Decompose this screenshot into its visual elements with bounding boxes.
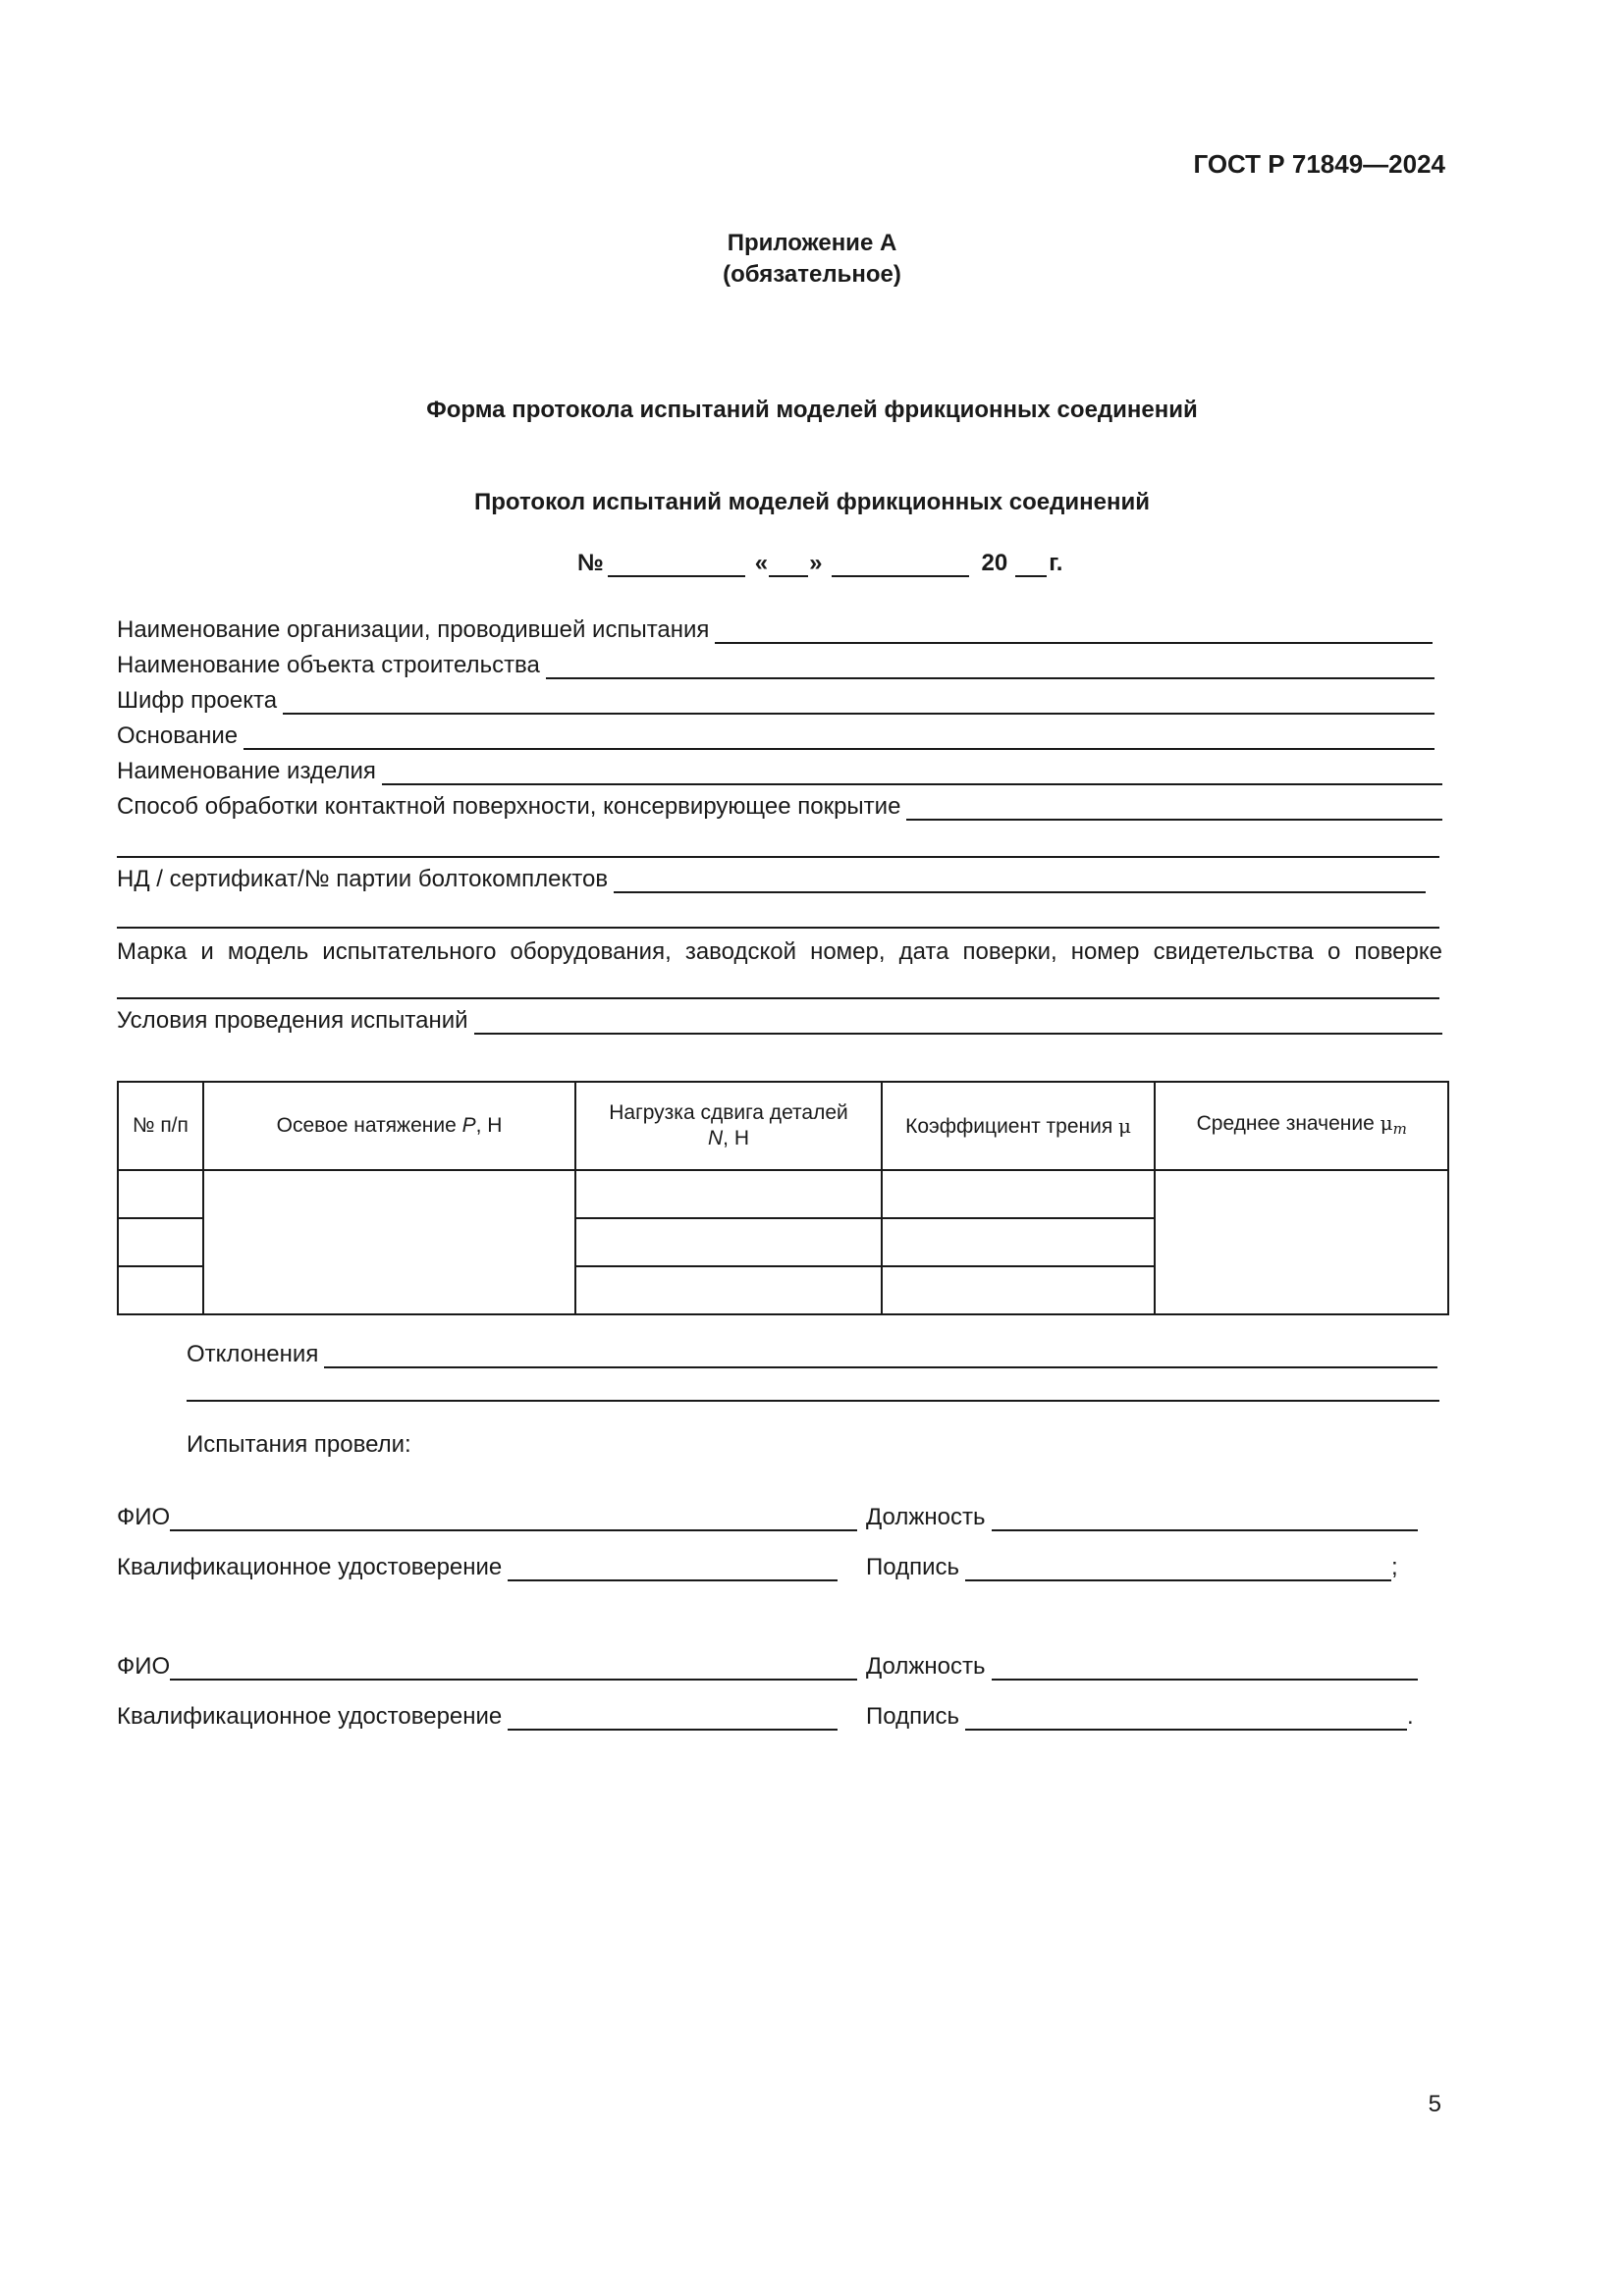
field-equipment-label: Марка и модель испытательного оборудования, заводской номер, дата поверки, номер свидетельства о поверке: [117, 938, 1442, 965]
signer-2-signature: [866, 1701, 1414, 1731]
col-number-header: № п/п: [118, 1082, 203, 1170]
signer-2-signature-input[interactable]: [965, 1705, 1407, 1731]
table-row: [118, 1170, 1448, 1218]
signer-1-signature-input[interactable]: [965, 1556, 1391, 1581]
signer-1-cert: [117, 1552, 838, 1581]
field-object-input[interactable]: [546, 654, 1435, 679]
field-deviations-continuation[interactable]: [187, 1400, 1439, 1402]
annex-title: Приложение А: [727, 230, 897, 256]
table-cell-number[interactable]: [118, 1170, 203, 1218]
number-sign: №: [577, 550, 604, 576]
signer-1-signature: [866, 1552, 1398, 1581]
col-friction-coef-text: Коэффициент трения: [905, 1114, 1119, 1138]
field-deviations-label: Отклонения: [187, 1341, 319, 1367]
table-cell-shear-load[interactable]: [575, 1266, 882, 1314]
table-cell-friction-coef[interactable]: [882, 1266, 1156, 1314]
field-surface-label: Способ обработки контактной поверхности, консервирующее покрытие: [117, 793, 901, 820]
field-organization-label: Наименование организации, проводившей испытания: [117, 616, 710, 643]
field-deviations-input[interactable]: [324, 1343, 1437, 1368]
field-nd: [117, 864, 1426, 893]
table-cell-shear-load[interactable]: [575, 1218, 882, 1266]
signer-1-fio: [117, 1502, 857, 1531]
year-suffix: г.: [1049, 550, 1063, 576]
field-basis: [117, 721, 1435, 750]
signer-2-position-input[interactable]: [992, 1655, 1418, 1681]
table-cell-axial-tension[interactable]: [203, 1170, 575, 1314]
field-organization-input[interactable]: [715, 618, 1433, 644]
mu-subscript: m: [1392, 1120, 1407, 1138]
protocol-title: Протокол испытаний моделей фрикционных соединений: [474, 489, 1150, 515]
col-axial-tension-text: Осевое натяжение: [276, 1114, 462, 1137]
signer-1-fio-label: ФИО: [117, 1504, 171, 1530]
field-surface-continuation[interactable]: [117, 856, 1439, 858]
field-equipment-input[interactable]: [117, 997, 1439, 999]
table-cell-number[interactable]: [118, 1266, 203, 1314]
annex-status: (обязательное): [723, 261, 901, 288]
col-shear-load-var: N: [707, 1127, 724, 1149]
field-project-code-input[interactable]: [283, 689, 1435, 715]
protocol-day-field[interactable]: [769, 554, 808, 577]
field-product-label: Наименование изделия: [117, 758, 376, 784]
table-cell-friction-coef[interactable]: [882, 1170, 1156, 1218]
field-organization: [117, 614, 1433, 644]
signer-1-position: [866, 1502, 1418, 1531]
table-header-row: [118, 1082, 1448, 1170]
protocol-number-line: [577, 550, 1062, 577]
table-cell-number[interactable]: [118, 1218, 203, 1266]
col-axial-tension-header: [203, 1082, 575, 1170]
signer-1-cert-input[interactable]: [508, 1556, 838, 1581]
signer-2-cert: [117, 1701, 838, 1731]
field-object-label: Наименование объекта строительства: [117, 652, 540, 678]
col-shear-load-text: Нагрузка сдвига деталей: [609, 1101, 848, 1124]
quote-close: »: [809, 550, 823, 576]
results-table: [117, 1081, 1449, 1315]
table-cell-friction-coef[interactable]: [882, 1218, 1156, 1266]
field-product: [117, 756, 1442, 785]
signer-2-fio-label: ФИО: [117, 1653, 171, 1680]
protocol-year-field[interactable]: [1015, 554, 1047, 577]
signer-2-position: [866, 1651, 1418, 1681]
signer-2-cert-input[interactable]: [508, 1705, 838, 1731]
signer-1-signature-label: Подпись: [866, 1554, 959, 1580]
signer-1-end-mark: ;: [1390, 1554, 1398, 1580]
col-axial-tension-unit: , Н: [475, 1114, 503, 1137]
form-title: Форма протокола испытаний моделей фрикционных соединений: [426, 397, 1198, 423]
signer-1-cert-label: Квалификационное удостоверение: [117, 1554, 503, 1580]
document-code: ГОСТ Р 71849—2024: [1193, 149, 1445, 179]
col-mean-value-header: [1155, 1082, 1448, 1170]
field-conditions: [117, 1005, 1442, 1035]
signer-2-signature-label: Подпись: [866, 1703, 959, 1730]
signer-2-cert-label: Квалификационное удостоверение: [117, 1703, 503, 1730]
field-conditions-input[interactable]: [474, 1009, 1442, 1035]
field-object: [117, 650, 1435, 679]
quote-open: «: [754, 550, 769, 576]
field-nd-input[interactable]: [614, 868, 1426, 893]
signer-1-position-input[interactable]: [992, 1506, 1418, 1531]
signer-2-position-label: Должность: [866, 1653, 986, 1680]
field-nd-continuation[interactable]: [117, 927, 1439, 929]
performed-by-label: Испытания провели:: [187, 1431, 411, 1458]
mu-symbol: μ: [1118, 1113, 1132, 1138]
protocol-number-field[interactable]: [608, 554, 745, 577]
protocol-month-field[interactable]: [832, 554, 969, 577]
field-conditions-label: Условия проведения испытаний: [117, 1007, 468, 1034]
col-shear-load-unit: , Н: [723, 1127, 749, 1149]
field-project-code: [117, 685, 1435, 715]
mu-symbol: μ: [1380, 1111, 1393, 1135]
signer-2-fio-input[interactable]: [170, 1655, 857, 1681]
col-friction-coef-header: [882, 1082, 1156, 1170]
field-surface: [117, 791, 1442, 821]
annex-heading: [0, 228, 1624, 291]
field-surface-input[interactable]: [906, 795, 1442, 821]
table-cell-mean-value[interactable]: [1155, 1170, 1448, 1314]
field-basis-input[interactable]: [244, 724, 1435, 750]
field-nd-label: НД / сертификат/№ партии болтокомплектов: [117, 866, 609, 892]
col-shear-load-header: [575, 1082, 882, 1170]
table-cell-shear-load[interactable]: [575, 1170, 882, 1218]
signer-1-fio-input[interactable]: [170, 1506, 857, 1531]
col-mean-value-text: Среднее значение: [1196, 1112, 1380, 1135]
signer-1-position-label: Должность: [866, 1504, 986, 1530]
signer-2-end-mark: .: [1406, 1703, 1414, 1730]
year-prefix: 20: [981, 550, 1008, 576]
field-project-code-label: Шифр проекта: [117, 687, 278, 714]
col-axial-tension-var: P: [461, 1114, 476, 1137]
field-product-input[interactable]: [382, 760, 1442, 785]
field-deviations: [187, 1339, 1437, 1368]
signer-2-fio: [117, 1651, 857, 1681]
page-number: 5: [1428, 2091, 1441, 2117]
field-basis-label: Основание: [117, 722, 239, 749]
